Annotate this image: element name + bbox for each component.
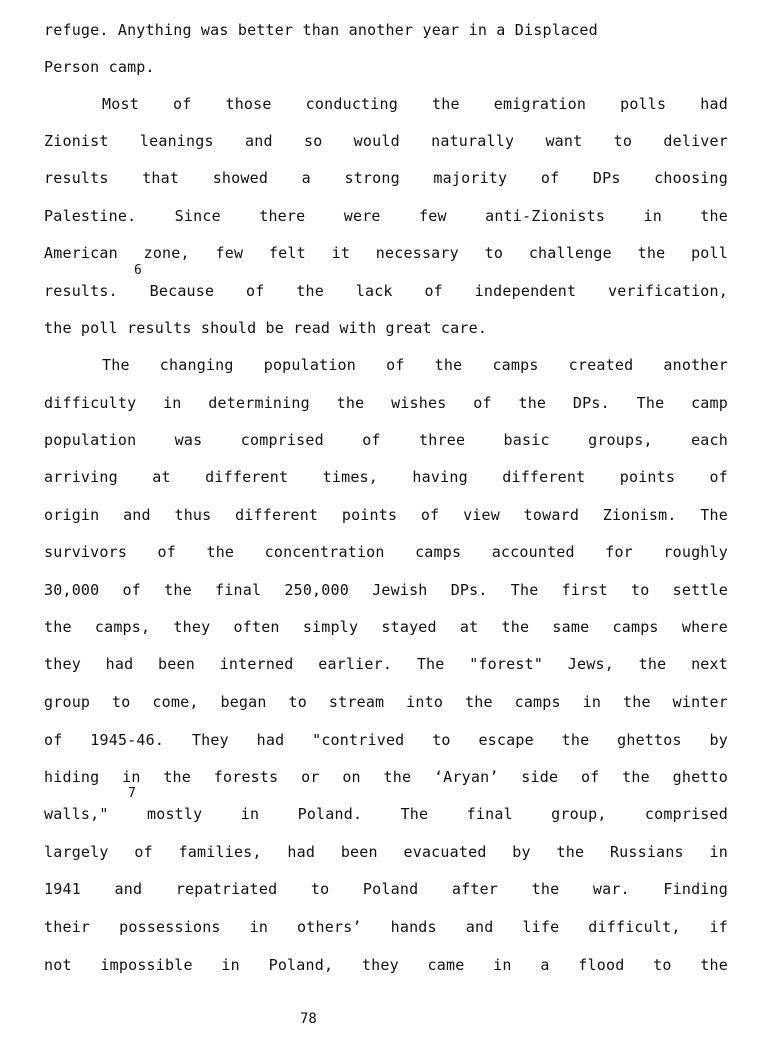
text-line-14: origin and thus different points of view toward Zionism. The [44,506,728,524]
text-line-2: Person camp. [44,58,155,76]
text-line-19: group to come, began to stream into the camps in the winter [44,693,728,711]
text-line-6: Palestine. Since there were few anti-Zionists in the [44,207,728,225]
page-number: 78 [300,1011,317,1027]
text-line-3: Most of those conducting the emigration polls had [102,95,728,113]
footnote-marker-7: 7 [128,786,136,801]
text-line-11: difficulty in determining the wishes of the DPs. The camp [44,394,728,412]
text-line-13: arriving at different times, having different points of [44,468,728,486]
text-line-23: largely of families, had been evacuated by the Russians in [44,843,728,861]
text-line-21: hiding in the forests or on the ‘Aryan’ side of the ghetto [44,768,728,786]
text-line-9: the poll results should be read with great care. [44,319,488,337]
footnote-marker-6: 6 [134,263,142,278]
text-line-17: the camps, they often simply stayed at the same camps where [44,618,728,636]
text-line-4: Zionist leanings and so would naturally want to deliver [44,132,728,150]
text-line-16: 30,000 of the final 250,000 Jewish DPs. The first to settle [44,581,728,599]
text-line-7: American zone, few felt it necessary to challenge the poll [44,244,728,262]
text-line-12: population was comprised of three basic groups, each [44,431,728,449]
text-line-24: 1941 and repatriated to Poland after the war. Finding [44,880,728,898]
text-line-10: The changing population of the camps created another [102,356,728,374]
text-line-5: results that showed a strong majority of DPs choosing [44,169,728,187]
text-line-25: their possessions in others’ hands and life difficult, if [44,918,728,936]
text-line-22: walls," mostly in Poland. The final group, comprised [44,805,728,823]
text-line-15: survivors of the concentration camps accounted for roughly [44,543,728,561]
text-line-1: refuge. Anything was better than another year in a Displaced [44,21,598,39]
text-line-8: results. Because of the lack of independent verification, [44,282,728,300]
text-line-26: not impossible in Poland, they came in a flood to the [44,956,728,974]
text-line-18: they had been interned earlier. The "forest" Jews, the next [44,655,728,673]
text-line-20: of 1945-46. They had "contrived to escape the ghettos by [44,731,728,749]
